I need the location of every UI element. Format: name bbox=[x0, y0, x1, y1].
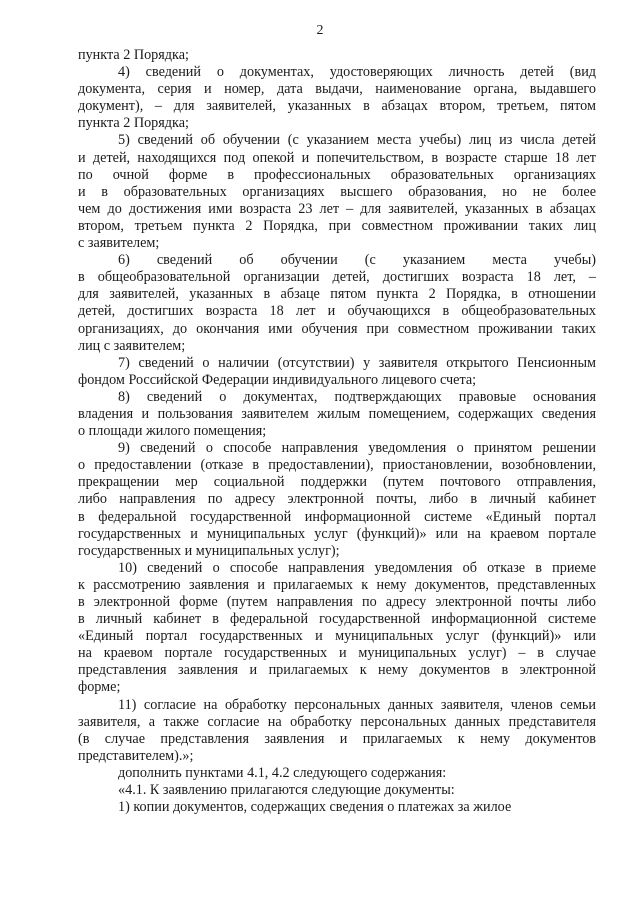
text-line: с заявителем; bbox=[78, 235, 160, 252]
paragraph-p13 bbox=[78, 782, 596, 799]
text-line: 11) согласие на обработку персональных данных заявителя, членов семьи bbox=[118, 696, 596, 713]
text-line: государственных и муниципальных услуг); bbox=[78, 542, 340, 559]
text-line: в федеральной государственной информационной системе «Единый портал bbox=[78, 508, 596, 525]
text-line: 1) копии документов, содержащих сведения о платежах за жилое bbox=[118, 799, 512, 816]
text-line: «4.1. К заявлению прилагаются следующие документы: bbox=[118, 782, 455, 799]
text-line: 8) сведений о документах, подтверждающих правовые основания bbox=[118, 388, 596, 405]
text-line: представления заявления и прилагаемых к нему документов в электронной bbox=[78, 662, 596, 679]
text-line: в электронной форме (путем направления по адресу электронной почты либо bbox=[78, 594, 596, 610]
text-line: владения и пользования заявителем жилым помещением, содержащих сведения bbox=[78, 405, 596, 422]
text-line: лиц с заявителем; bbox=[78, 337, 186, 354]
paragraph-p4 bbox=[78, 64, 596, 132]
text-line: о предоставлении (отказе в предоставлении), приостановлении, возобновлении, bbox=[78, 457, 596, 474]
page-number: 2 bbox=[316, 23, 324, 38]
text-line: пункта 2 Порядка; bbox=[78, 115, 189, 132]
text-line: 4) сведений о документах, удостоверяющих личность детей (вид bbox=[118, 64, 596, 81]
text-line: либо направления по адресу электронной почты, либо в личный кабинет bbox=[78, 491, 596, 508]
text-line: в личный кабинет в федеральной государственной информационной системе bbox=[78, 611, 596, 628]
text-line: на краевом портале государственных и муниципальных услуг) – в случае bbox=[78, 645, 596, 662]
text-line: втором, третьем пункта 2 Порядка, при совместном проживании таких лиц bbox=[78, 217, 596, 234]
text-line: представителем).»; bbox=[78, 747, 194, 764]
text-line: прекращении мер социальной поддержки (путем почтового отправления, bbox=[78, 474, 596, 491]
text-line: и в образовательных организациях высшего образования, но не более bbox=[78, 183, 596, 200]
text-line: 9) сведений о способе направления уведомления о принятом решении bbox=[118, 440, 596, 457]
text-line: чем до достижения ими возраста 23 лет – для заявителей, указанных в абзацах bbox=[78, 200, 596, 217]
text-line: пункта 2 Порядка; bbox=[78, 47, 189, 63]
text-line: дополнить пунктами 4.1, 4.2 следующего содержания: bbox=[118, 764, 447, 781]
text-line: 6) сведений об обучении (с указанием места учебы) bbox=[118, 252, 596, 269]
paragraph-p6 bbox=[78, 252, 596, 355]
text-line: форме; bbox=[78, 679, 121, 696]
paragraph-p11 bbox=[78, 697, 596, 765]
paragraph-p0 bbox=[78, 47, 596, 64]
paragraph-p9 bbox=[78, 440, 596, 560]
text-line: «Единый портал государственных и муниципальных услуг (функций)» или bbox=[78, 628, 596, 645]
paragraph-p8 bbox=[78, 389, 596, 440]
paragraph-p14 bbox=[78, 799, 596, 816]
text-line: детей, достигших возраста 18 лет и обучающихся в общеобразовательных bbox=[78, 303, 596, 320]
text-line: государственных и муниципальных услуг (функций)» или на краевом портале bbox=[78, 525, 596, 542]
text-line: документ), – для заявителей, указанных в абзацах втором, третьем, пятом bbox=[78, 98, 596, 115]
text-line: заявителя, а также согласие на обработку персональных данных представителя bbox=[78, 713, 596, 730]
text-line: фондом Российской Федерации индивидуального лицевого счета; bbox=[78, 371, 477, 388]
paragraph-p5 bbox=[78, 132, 596, 252]
paragraph-p7 bbox=[78, 355, 596, 389]
text-line: 5) сведений об обучении (с указанием места учебы) лиц из числа детей bbox=[118, 132, 596, 149]
text-line: (в случае представления заявления и прилагаемых к нему документов bbox=[78, 730, 596, 747]
text-line: о площади жилого помещения; bbox=[78, 423, 267, 440]
text-line: организациях, до окончания ими обучения при совместном проживании таких bbox=[78, 320, 596, 337]
text-line: в общеобразовательной организации детей, достигших возраста 18 лет, – bbox=[78, 269, 596, 286]
paragraph-p10 bbox=[78, 560, 596, 697]
text-line: 10) сведений о способе направления уведомления об отказе в приеме bbox=[118, 559, 596, 576]
text-line: 7) сведений о наличии (отсутствии) у заявителя открытого Пенсионным bbox=[118, 354, 596, 371]
paragraph-p12 bbox=[78, 765, 596, 782]
text-line: для заявителей, указанных в абзаце пятом пункта 2 Порядка, в отношении bbox=[78, 286, 596, 303]
text-line: к рассмотрению заявления и прилагаемых к нему документов, представленных bbox=[78, 576, 596, 593]
text-line: документа, серия и номер, дата выдачи, наименование органа, выдавшего bbox=[78, 81, 596, 98]
text-line: и детей, находящихся под опекой и попечительством, в возрасте старше 18 лет bbox=[78, 149, 596, 166]
text-line: по очной форме в профессиональных образовательных организациях bbox=[78, 166, 596, 183]
document-body bbox=[78, 47, 596, 816]
